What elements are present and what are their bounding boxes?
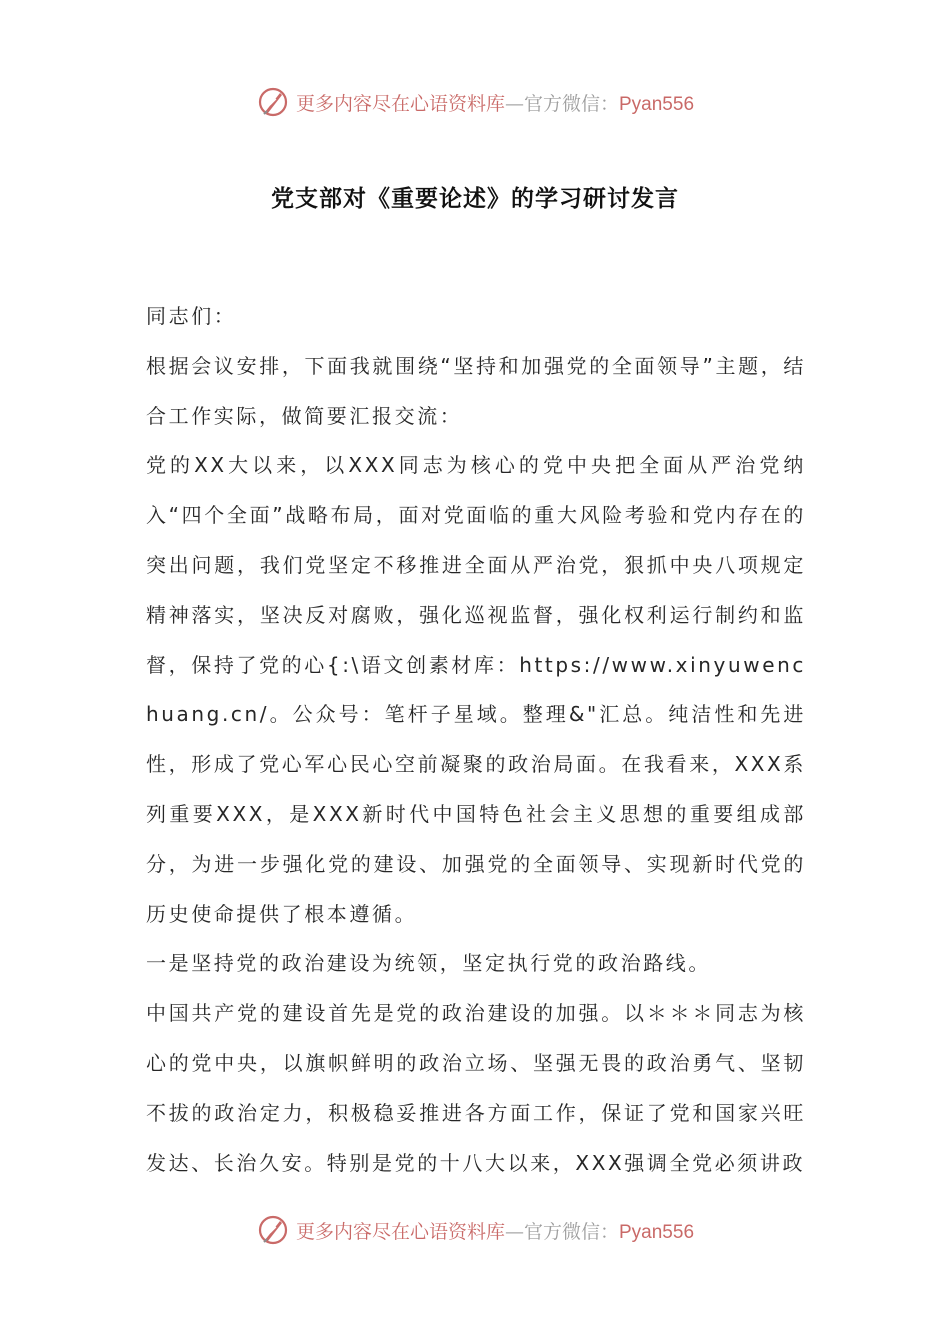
quill-pen-icon: [256, 1213, 290, 1247]
paragraph-point-one: 一是坚持党的政治建设为统领，坚定执行党的政治路线。: [146, 951, 711, 976]
paragraph-main: 党的XX大以来，以XXX同志为核心的党中央把全面从严治党纳入“四个全面”战略布局，面对党面临的重大风险考验和党内存在的突出问题，我们党坚定不移推进全面从严治党，狠抓中央八项规定精神落实，坚决反对腐败，强化巡视监督，强化权利运行制约和监督，保持了党的心{:\语文创素材库：https://www.xinyuwenchuang.cn/。公众号：笔杆子星域。整理&"汇总。纯洁性和先进性，形成了党心军心民心空前凝聚的政治局面。在我看来，XXX系列重要XXX，是XXX新时代中国特色社会主义思想的重要组成部分，为进一步强化党的建设、加强党的全面领导、实现新时代党的历史使命提供了根本遵循。: [146, 453, 806, 926]
banner-wechat-label: 官方微信：: [523, 92, 619, 115]
banner-separator: —: [504, 92, 524, 115]
banner-text: [296, 89, 694, 116]
banner-prefix: 更多内容尽在心语资料库: [295, 92, 505, 115]
header-watermark-banner: [0, 80, 950, 124]
footer-watermark-banner: [0, 1208, 950, 1252]
paragraph-salutation: 同志们：: [146, 304, 237, 328]
banner-wechat-id: Pyan556: [619, 93, 695, 115]
banner-separator: —: [504, 1220, 524, 1243]
banner-wechat-label: 官方微信：: [523, 1220, 619, 1243]
quill-pen-icon: [256, 85, 290, 119]
document-body: [146, 292, 806, 1188]
document-title: 党支部对《重要论述》的学习研讨发言: [271, 185, 679, 212]
paragraph-intro: 根据会议安排，下面我就围绕“坚持和加强党的全面领导”主题，结合工作实际，做简要汇报交流：: [146, 353, 806, 428]
banner-prefix: 更多内容尽在心语资料库: [295, 1220, 505, 1243]
banner-wechat-id: Pyan556: [619, 1221, 695, 1243]
banner-text: [296, 1217, 694, 1244]
paragraph-detail: 中国共产党的建设首先是党的政治建设的加强。以＊＊＊同志为核心的党中央，以旗帜鲜明的政治立场、坚强无畏的政治勇气、坚韧不拔的政治定力，积极稳妥推进各方面工作，保证了党和国家兴旺发达、长治久安。特别是党的十八大以来，XXX强调全党必须讲政: [146, 1001, 806, 1175]
